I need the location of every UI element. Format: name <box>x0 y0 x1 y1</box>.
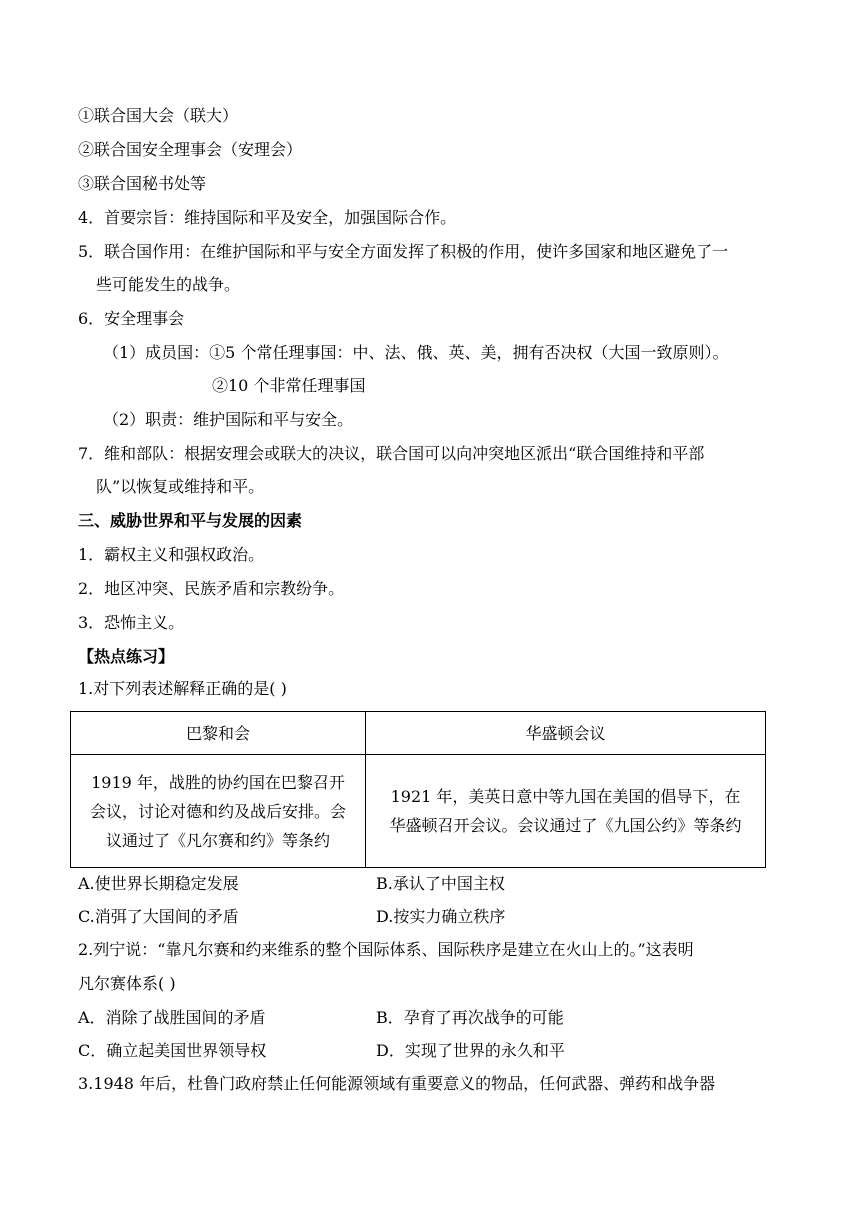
question-3-stem-line-1: 3.1948 年后，杜鲁门政府禁止任何能源领域有重要意义的物品，任何武器、弹药和战争器 <box>78 1074 716 1093</box>
un-organ-secretariat: ③联合国秘书处等 <box>78 174 207 193</box>
table-cell-washington <box>366 755 766 868</box>
hot-practice-heading: 【热点练习】 <box>78 647 175 666</box>
q1-option-c: C.消弭了大国间的矛盾 <box>78 907 239 926</box>
security-council-nonpermanent: ②10 个非常任理事国 <box>212 376 366 395</box>
washington-text-line: 1921 年，美英日意中等九国在美国的倡导下，在 <box>390 787 741 806</box>
q2-option-b: B．孕育了再次战争的可能 <box>376 1008 564 1027</box>
paris-text-line: 会议，讨论对德和约及战后安排。会 <box>89 801 346 821</box>
un-role-line-1: 5．联合国作用：在维护国际和平与安全方面发挥了积极的作用，使许多国家和地区避免了一 <box>78 242 729 261</box>
security-council-heading: 6．安全理事会 <box>78 309 185 328</box>
table-header-paris: 巴黎和会 <box>71 712 366 755</box>
paris-text-line: 议通过了《凡尔赛和约》等条约 <box>105 830 330 850</box>
question-1-table <box>70 711 766 868</box>
section-three-heading: 三、威胁世界和平与发展的因素 <box>78 511 303 530</box>
question-1-stem: 1.对下列表述解释正确的是( ) <box>78 679 287 698</box>
threat-factor-3: 3．恐怖主义。 <box>78 613 185 632</box>
threat-factor-2: 2．地区冲突、民族矛盾和宗教纷争。 <box>78 579 345 598</box>
peacekeeping-line-2: 队”以恢复或维持和平。 <box>96 477 265 496</box>
q1-option-a: A.使世界长期稳定发展 <box>78 874 239 893</box>
washington-text-line: 华盛顿召开会议。会议通过了《九国公约》等条约 <box>389 816 742 835</box>
un-organ-security-council: ②联合国安全理事会（安理会） <box>78 140 303 159</box>
un-role-line-2: 些可能发生的战争。 <box>96 275 241 294</box>
un-primary-purpose: 4．首要宗旨：维持国际和平及安全，加强国际合作。 <box>78 208 457 227</box>
table-header-washington: 华盛顿会议 <box>366 712 766 755</box>
question-2-stem-line-2: 凡尔赛体系( ) <box>78 974 176 993</box>
un-organ-general-assembly: ①联合国大会（联大） <box>78 106 239 125</box>
q1-option-d: D.按实力确立秩序 <box>376 907 506 926</box>
security-council-duty: （2）职责：维护国际和平与安全。 <box>103 410 354 429</box>
security-council-members: （1）成员国：①5 个常任理事国：中、法、俄、英、美，拥有否决权（大国一致原则）。 <box>103 343 729 362</box>
paris-text-line: 1919 年，战胜的协约国在巴黎召开 <box>91 772 345 792</box>
question-2-stem-line-1: 2.列宁说：“靠凡尔赛和约来维系的整个国际体系、国际秩序是建立在火山上的。”这表明 <box>78 940 694 959</box>
q1-option-b: B.承认了中国主权 <box>376 874 505 893</box>
q2-option-a: A．消除了战胜国间的矛盾 <box>78 1008 266 1027</box>
q2-option-c: C．确立起美国世界领导权 <box>78 1041 267 1060</box>
table-cell-paris <box>71 755 366 868</box>
q2-option-d: D．实现了世界的永久和平 <box>376 1041 565 1060</box>
peacekeeping-line-1: 7．维和部队：根据安理会或联大的决议，联合国可以向冲突地区派出“联合国维持和平部 <box>78 444 705 463</box>
threat-factor-1: 1．霸权主义和强权政治。 <box>78 545 265 564</box>
